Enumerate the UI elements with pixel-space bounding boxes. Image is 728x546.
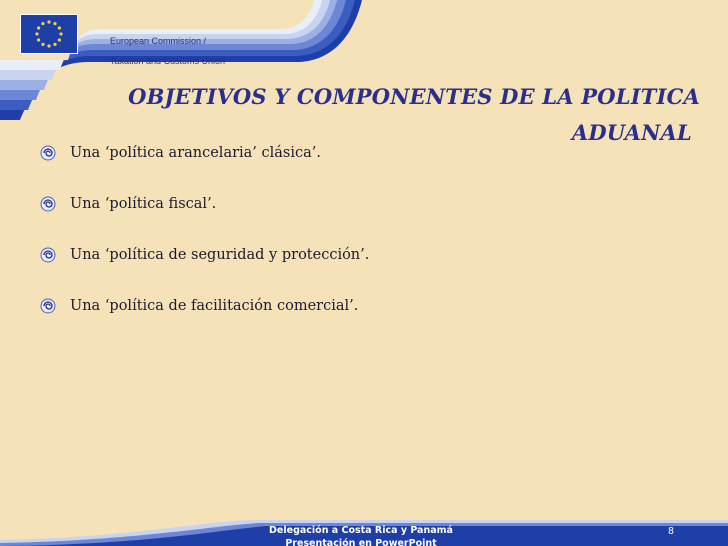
bullet-item bbox=[40, 144, 680, 162]
bullet-item bbox=[40, 246, 680, 264]
bullet-item bbox=[40, 195, 680, 213]
swirl-bullet-icon bbox=[40, 298, 56, 314]
bullet-text: Una ‘política arancelaria’ clásica’. bbox=[70, 145, 321, 161]
swirl-bullet-icon bbox=[40, 145, 56, 161]
slide-title-line1: OBJETIVOS Y COMPONENTES DE LA POLITICA bbox=[128, 84, 700, 109]
bullet-item bbox=[40, 297, 680, 315]
header-org-line1: European Commission / bbox=[110, 36, 207, 46]
slide-title-line2: ADUANAL bbox=[571, 120, 692, 145]
page-number: 8 bbox=[668, 526, 675, 537]
bullet-text: Una ‘política de seguridad y protección’. bbox=[70, 247, 370, 263]
footer-delegation: Delegación a Costa Rica y Panamá bbox=[269, 525, 453, 536]
swirl-bullet-icon bbox=[40, 247, 56, 263]
swirl-bullet-icon bbox=[40, 196, 56, 212]
eu-flag-logo bbox=[20, 14, 78, 54]
bullet-list bbox=[40, 144, 680, 348]
header-org-line2: Taxation and Customs Union bbox=[110, 56, 226, 66]
bullet-text: Una ‘política fiscal’. bbox=[70, 196, 217, 212]
bullet-text: Una ‘política de facilitación comercial’. bbox=[70, 298, 359, 314]
footer-presentation: Presentación en PowerPoint bbox=[285, 538, 437, 546]
